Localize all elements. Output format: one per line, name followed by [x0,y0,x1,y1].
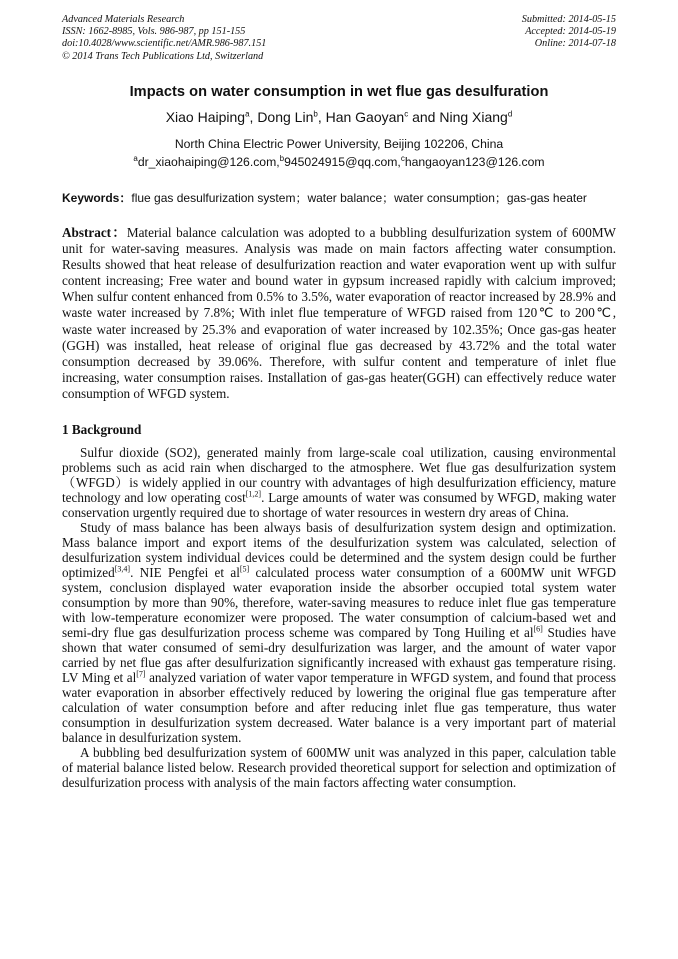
author-email: 945024915@qq.com, [284,155,401,169]
keywords [62,189,616,206]
copyright: © 2014 Trans Tech Publications Ltd, Switzerland [62,50,264,62]
paragraph-text: . Large amounts of water was consumed by WFGD, making water conservation urgently required due to shortage of water resources in western dry areas of China. [62,490,616,521]
email-mark: c [400,153,405,163]
author-name: Xiao Haiping [165,109,246,125]
citation[interactable]: [7] [136,669,146,679]
author-affiliation-mark: c [404,109,409,119]
section-body [62,445,616,790]
paragraph [62,445,616,520]
issn: ISSN: 1662-8985, Vols. 986-987, pp 151-155 [62,26,246,38]
abstract [62,225,616,402]
paragraph [62,520,616,745]
author-affiliation-mark: a [245,109,250,119]
author-affiliation-mark: b [313,109,318,119]
online-date: Online: 2014-07-18 [534,38,616,50]
paragraph-text: Studies have shown that water consumed of semi-dry desulfurization was larger, and the amount of water vapor carried by net flue gas after desulfurization significantly increased with exhaust gas temperature rising. LV Ming et al [62,625,616,686]
author-name: Dong Lin [257,109,314,125]
citation[interactable]: [3,4] [114,564,131,574]
keywords-text: flue gas desulfurization system；water balance；water consumption；gas-gas heater [131,191,587,205]
author-list [62,109,616,125]
abstract-text: Material balance calculation was adopted to a bubbling desulfurization system of 600MW unit for water-saving measures. Analysis was made on main factors affecting water consumption. Results showed that heat release of desulfurization reaction and water evaporation went up with sulfur content increasing; Free water and bound water in gypsum increased rapidly with calcium improved; When sulfur content enhanced from 0.5% to 3.5%, water evaporation of reactor increased by 28.9% and waste water increased by 7.8%; With inlet flue temperature of WFGD raised from 120℃ to 200℃, waste water increased by 25.3% and evaporation of water increased by 102.35%; Once gas-gas heater (GGH) was installed, heat release of original flue gas decreased by 43.72% and the total water consumption decreased by 39.06%. Therefore, with sulfur content and temperature of inlet flue increasing, water consumption raises. Installation of gas-gas heater(GGH) can effectively reduce water consumption of WFGD system. [62,225,616,401]
affiliation: North China Electric Power University, Beijing 102206, China [174,137,504,151]
citation[interactable]: [5] [239,564,250,574]
author-email: hangaoyan123@126.com [404,155,545,169]
citation[interactable]: [6] [533,624,543,634]
accepted-date: Accepted: 2014-05-19 [525,26,616,38]
journal-header [62,14,616,66]
submitted-date: Submitted: 2014-05-15 [521,14,616,25]
doi: doi:10.4028/www.scientific.net/AMR.986-987.151 [62,38,267,50]
paragraph: A bubbling bed desulfurization system of 600MW unit was analyzed in this paper, calculation table of material balance listed below. Research provided theoretical support for selection and optimization of desulfurization process with analysis of the main factors affecting water consumption. [62,745,616,791]
publication-dates [522,14,616,51]
paragraph-text: Study of mass balance has been always basis of desulfurization system design and optimization. Mass balance import and export items of the desulfurization system was calculated, selection of desulfurization system individual devices could be determined and the system design could be further optimized [62,520,616,581]
journal-name: Advanced Materials Research [62,14,185,25]
paper-page [62,14,616,790]
author-separator: , [249,109,258,125]
paper-title: Impacts on water consumption in wet flue gas desulfuration [129,84,549,100]
author-separator: , [317,109,326,125]
section-heading: 1 Background [62,422,142,438]
publication-info [62,14,266,63]
author-affiliation-mark: d [507,109,513,119]
email-mark: b [279,153,285,163]
author-name: Han Gaoyan [325,109,405,125]
email-mark: a [133,153,138,163]
paragraph-text: . NIE Pengfei et al [130,565,240,581]
author-name: Ning Xiang [439,109,508,125]
author-email: dr_xiaohaiping@126.com, [137,155,280,169]
paragraph-text: calculated process water consumption of a 600MW unit WFGD system, conclusion displayed water evaporation inside the absorber occupied total system water consumption by more than 90%, therefore, water-saving measures to reduce inlet flue gas temperature with low-temperature economizer were proposed. The water consumption of calcium-based wet and semi-dry flue gas desulfurization process scheme was compared by Tong Huiling et al [62,565,616,641]
author-emails [62,155,616,169]
citation[interactable]: [1,2] [245,489,262,499]
abstract-label: Abstract： [62,225,127,240]
paragraph-text: analyzed variation of water vapor temperature in WFGD system, and found that process water evaporation in absorber effectively reduced by lowering the original flue gas temperature after calculation of water consumption before and after reducing inlet flue gas temperature, thus water consumption in desulfurization system decreased. Water balance is a very important part of material balance in desulfurization system. [62,670,616,746]
keywords-label: Keywords： [62,191,132,205]
author-separator: and [408,109,440,125]
paragraph-text: Sulfur dioxide (SO2), generated mainly from large-scale coal utilization, causing environmental problems such as acid rain when discharged to the atmosphere. Wet flue gas desulfurization system（WFGD）is widely applied in our country with advantages of high desulfurization efficiency, mature technology and low operating cost [62,445,616,506]
